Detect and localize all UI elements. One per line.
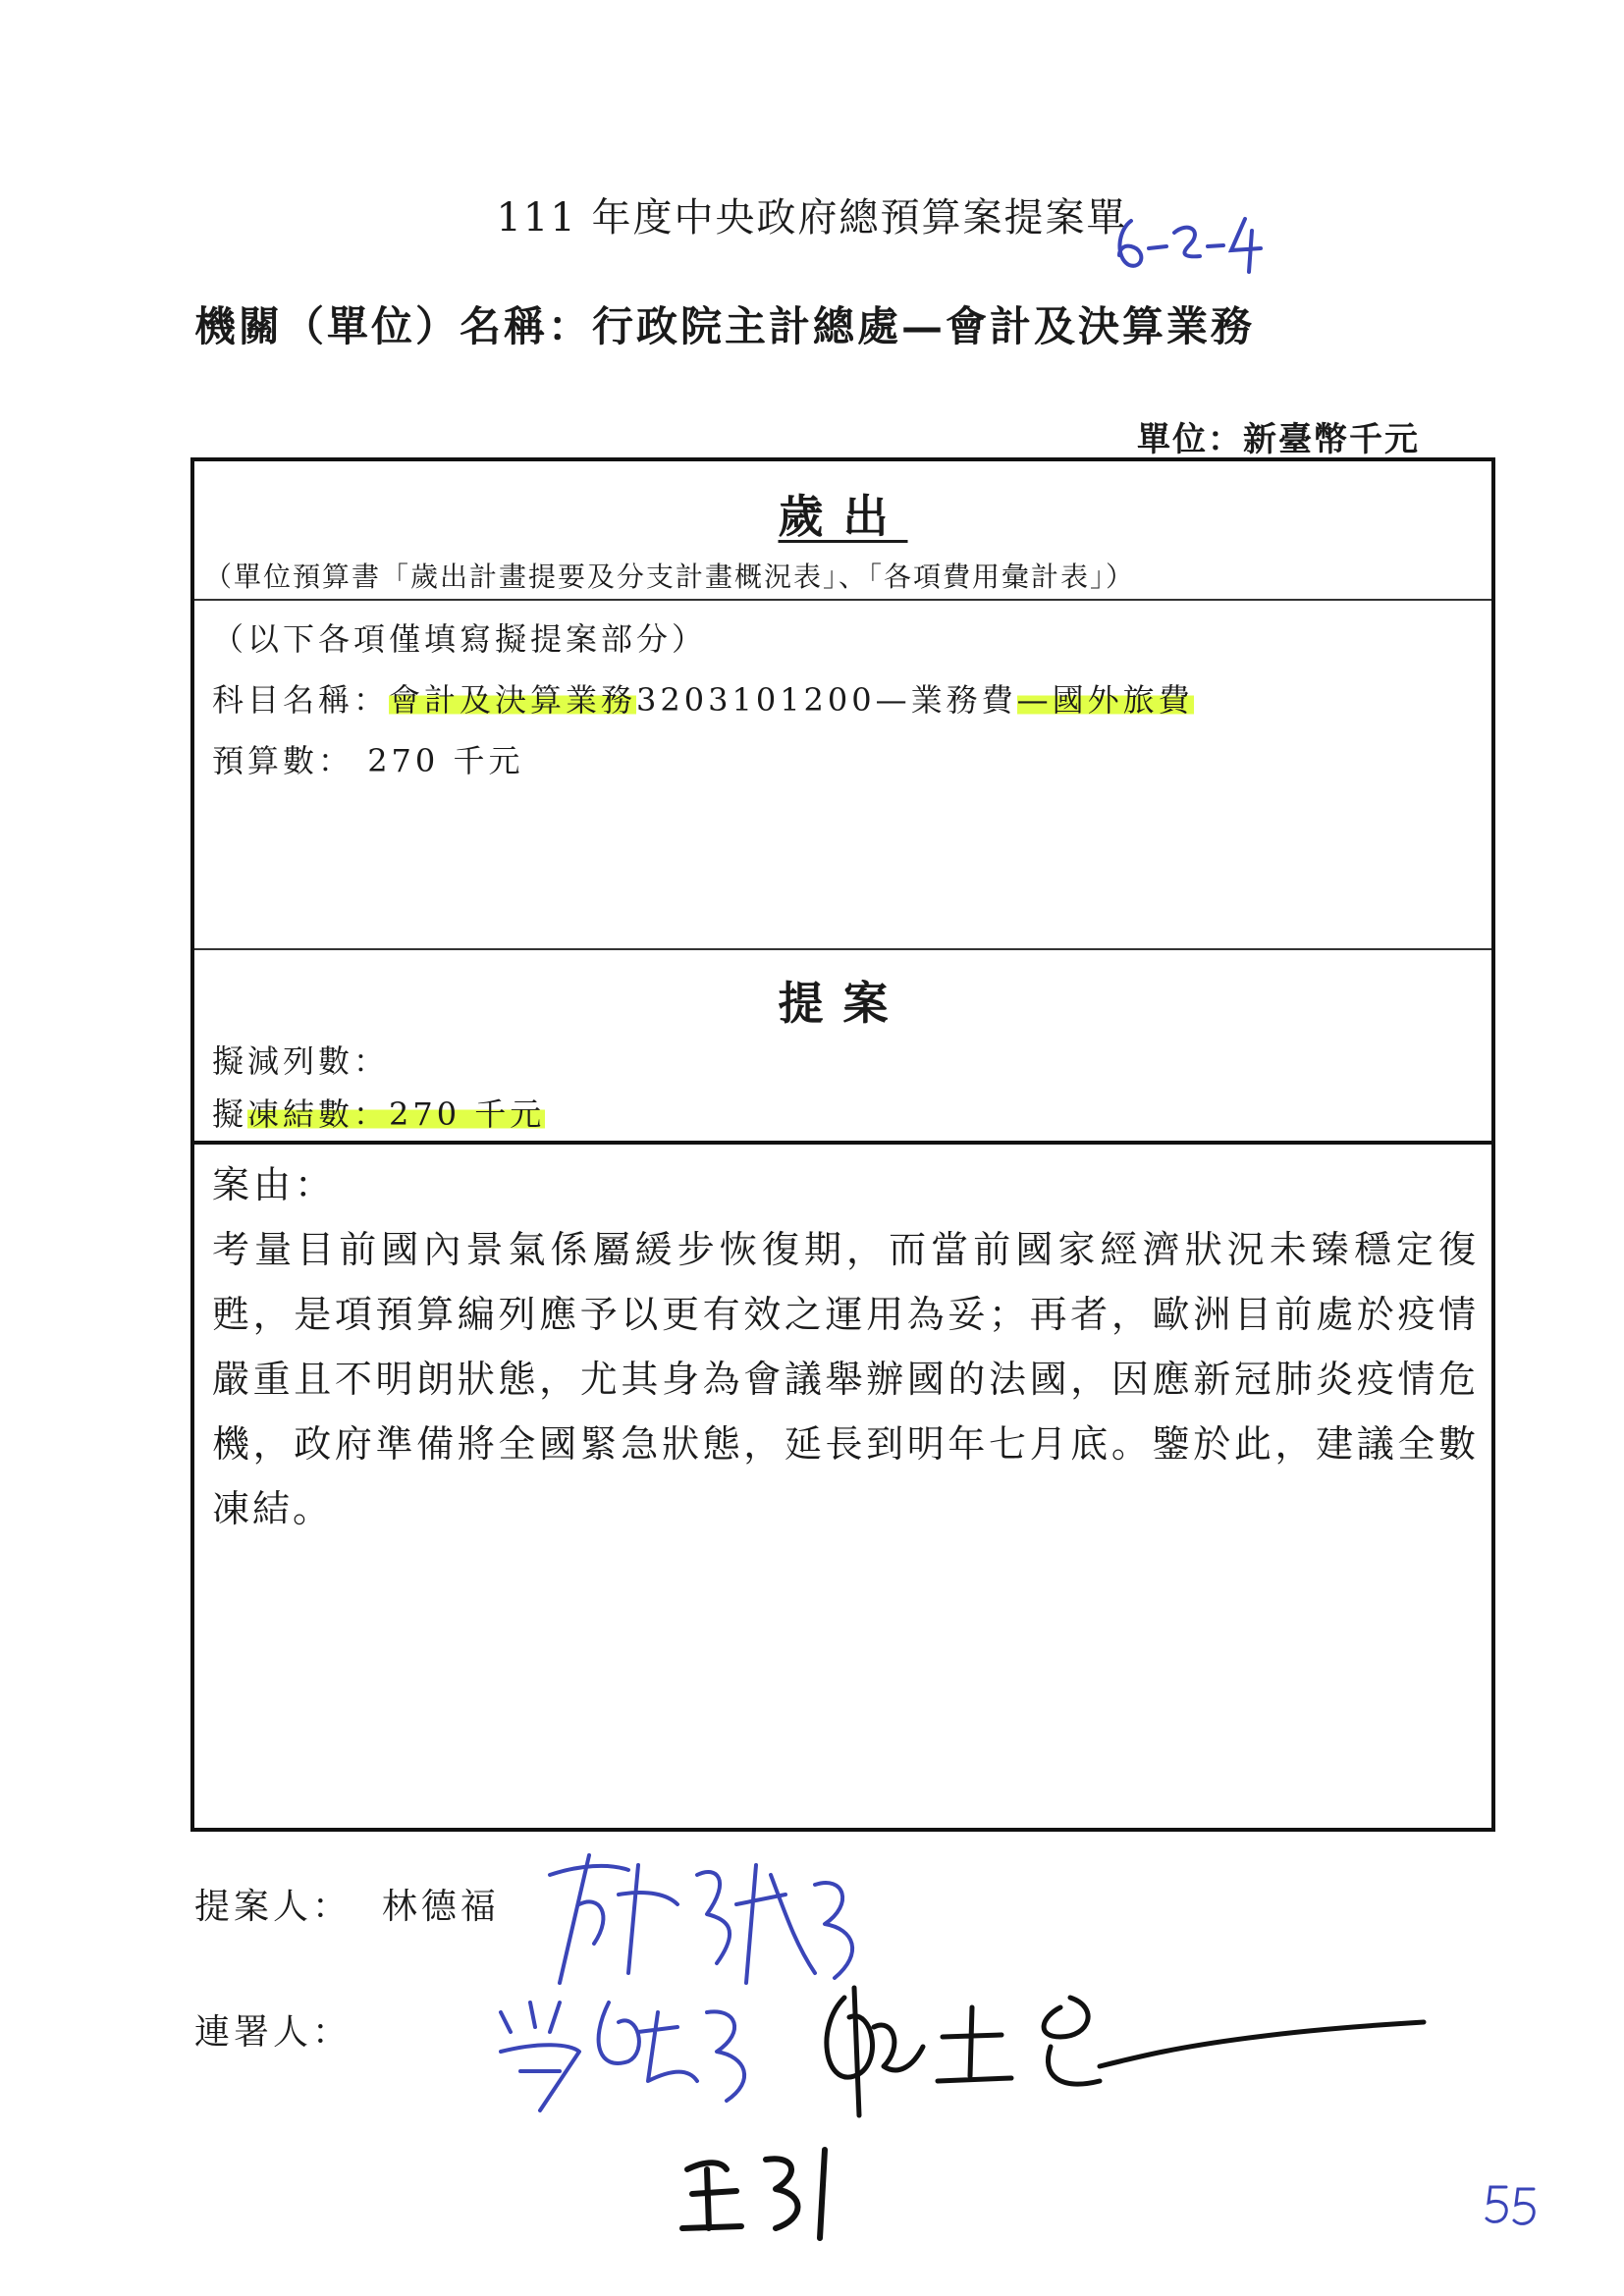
- expenditure-source-note: （單位預算書「歲出計畫提要及分支計畫概況表」、「各項費用彙計表」）: [204, 561, 1136, 593]
- page-number: [1483, 2181, 1542, 2234]
- freeze-prefix: 擬: [212, 1095, 248, 1133]
- subject-highlight-1: 會計及決算業務: [389, 681, 637, 719]
- reason-text: 考量目前國內景氣係屬緩步恢復期，而當前國家經濟狀況未臻穩定復甦，是項預算編列應予以更有效之運用為妥；再者，歐洲目前處於疫情嚴重且不明朗狀態，尤其身為會議舉辦國的法國，因應新冠肺炎疫情危機，政府準備將全國緊急狀態，延長到明年七月底。鑒於此，建議全數凍結。: [212, 1228, 1479, 1530]
- agency-line: [194, 294, 1255, 353]
- cosigner-label: 連署人：: [194, 2012, 352, 2053]
- subject-label: 科目名稱：: [212, 681, 390, 719]
- expenditure-heading: 歲出: [778, 490, 908, 543]
- budget-line: [212, 736, 523, 781]
- freeze-value: 凍結數：270 千元: [247, 1095, 546, 1133]
- reason-label: 案由：: [212, 1163, 337, 1206]
- budget-value: 270 千元: [367, 742, 524, 779]
- proposer-line: [194, 1879, 500, 1929]
- cosigner-signature-1: [481, 1973, 776, 2124]
- cosigner-signature-3: [668, 2130, 864, 2252]
- instruction-text: （以下各項僅填寫擬提案部分）: [212, 620, 708, 658]
- cosigner-signature-2: [805, 1968, 1434, 2129]
- subject-line: [212, 675, 1194, 721]
- reduce-line: 擬減列數：: [212, 1042, 390, 1080]
- document-title: 111 年度中央政府總預算案提案單: [496, 195, 1128, 240]
- budget-label: 預算數：: [212, 742, 354, 779]
- agency-label: 機關（單位）名稱：: [194, 302, 593, 350]
- subject-code: 3203101200—業務費: [636, 681, 1017, 719]
- agency-name: 行政院主計總處—會計及決算業務: [592, 302, 1256, 350]
- freeze-line: [212, 1090, 545, 1135]
- unit-label: 單位：新臺幣千元: [1137, 420, 1420, 459]
- subject-highlight-2: —國外旅費: [1016, 681, 1194, 719]
- proposer-name: 林德福: [381, 1887, 500, 1927]
- handwritten-code: [1110, 211, 1267, 284]
- proposer-label: 提案人：: [194, 1887, 352, 1927]
- proposal-heading: 提案: [778, 977, 908, 1030]
- proposal-form-frame: [190, 457, 1495, 1832]
